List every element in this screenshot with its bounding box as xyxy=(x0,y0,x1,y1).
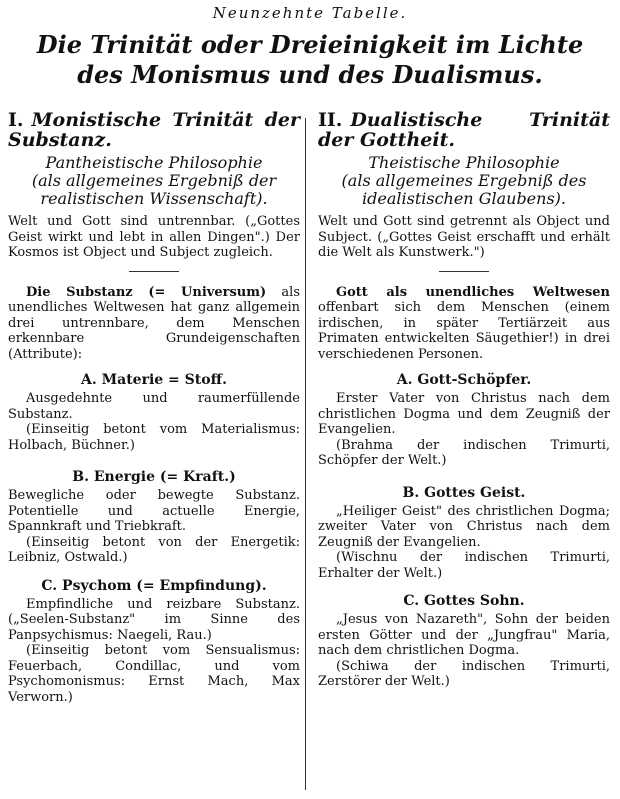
statement: Welt und Gott sind getrennt als Object und Subject. („Gottes Geist erschafft und erhält die Welt als Kunstwerk.") xyxy=(318,214,610,260)
column-number: II. xyxy=(318,109,343,131)
section-heading: A. Gott-Schöpfer. xyxy=(396,372,532,388)
intro-paragraph xyxy=(318,285,610,363)
intro-rest: als unendliches Weltwesen hat ganz allgemein drei untrennbare, dem Menschen erkennbare Grundeigenschaften (Attribute): xyxy=(8,284,300,362)
column-heading-text: Monistische Trinität der Substanz. xyxy=(8,109,300,151)
section-text: Erster Vater von Christus nach dem christlichen Dogma und dem Zeugniß der Evangelien. xyxy=(318,391,610,437)
separator xyxy=(439,271,489,272)
section-text: Ausgedehnte und raumerfüllende Substanz. xyxy=(8,391,300,422)
column-heading xyxy=(318,110,610,150)
section-heading: B. Energie (= Kraft.) xyxy=(72,469,236,485)
section-note: (Wischnu der indischen Trimurti, Erhalter der Welt.) xyxy=(318,550,610,581)
section-text: „Heiliger Geist" des christlichen Dogma; zweiter Vater von Christus nach dem Zeugniß der Evangelien. xyxy=(318,503,610,550)
section-text: Empfindliche und reizbare Substanz. („Seelen-Substanz" im Sinne des Panpsychismus: Naegeli, Rau.) xyxy=(8,596,300,643)
column-heading-text: Dualistische Trinität der Gottheit. xyxy=(318,109,610,151)
intro-bold: Gott als unendliches Weltwesen xyxy=(336,284,610,300)
section-heading: C. Gottes Sohn. xyxy=(403,593,525,609)
philosophy-note: (als allgemeines Ergebniß der realistischen Wissenschaft). xyxy=(31,171,277,208)
section-note: (Einseitig betont vom Materialismus: Holbach, Büchner.) xyxy=(8,422,300,453)
section-text: „Jesus von Nazareth", Sohn der beiden ersten Götter und der „Jungfrau" Maria, nach dem christlichen Dogma. xyxy=(318,612,610,658)
column-number: I. xyxy=(8,109,24,131)
dualism-column xyxy=(318,110,610,690)
section-note: (Schiwa der indischen Trimurti, Zerstörer der Welt.) xyxy=(318,658,610,689)
section-note: (Einseitig betont vom Sensualismus: Feuerbach, Condillac, und vom Psychomonismus: Ernst Mach, Max Verworn.) xyxy=(8,643,300,705)
section-heading: B. Gottes Geist. xyxy=(402,484,526,501)
intro-paragraph xyxy=(8,285,300,363)
table-label: Neunzehnte Tabelle. xyxy=(212,4,408,22)
column-heading xyxy=(8,110,300,150)
philosophy-label: Theistische Philosophie xyxy=(368,153,560,172)
section-note: (Einseitig betont von der Energetik: Leibniz, Ostwald.) xyxy=(8,534,300,565)
section-heading: A. Materie = Stoff. xyxy=(81,372,227,388)
separator xyxy=(129,271,179,272)
section-note: (Brahma der indischen Trimurti, Schöpfer der Welt.) xyxy=(318,437,610,468)
section-heading: C. Psychom (= Empfindung). xyxy=(41,577,267,594)
statement: Welt und Gott sind untrennbar. („Gottes Geist wirkt und lebt in allen Dingen".) Der Kosmos ist Object und Subject zugleich. xyxy=(8,214,300,260)
philosophy-label: Pantheistische Philosophie xyxy=(45,153,263,172)
section-text: Bewegliche oder bewegte Substanz. Potentielle und actuelle Energie, Spannkraft und Triebkraft. xyxy=(8,488,300,534)
intro-rest: offenbart sich dem Menschen (einem irdischen, in später Tertiärzeit aus Primaten entwickelten Säugethier!) in drei verschiedenen Personen. xyxy=(318,300,610,362)
philosophy-note: (als allgemeines Ergebniß des idealistischen Glaubens). xyxy=(341,171,587,208)
intro-bold: Die Substanz (= Universum) xyxy=(26,284,267,300)
page-title: Die Trinität oder Dreieinigkeit im Lichte des Monismus und des Dualismus. xyxy=(36,30,584,89)
monism-column xyxy=(8,110,300,705)
column-divider xyxy=(305,118,306,790)
